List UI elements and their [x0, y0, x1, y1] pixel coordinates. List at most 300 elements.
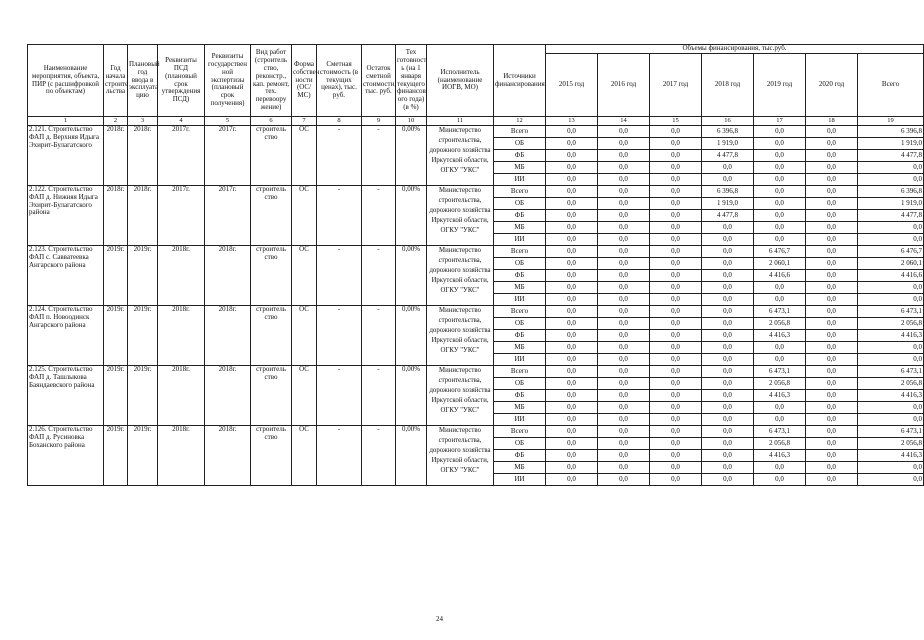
funding-value: 0,0	[598, 174, 650, 186]
funding-total: 4 416,3	[858, 450, 924, 462]
funding-value: 0,0	[546, 246, 598, 258]
funding-value: 0,0	[598, 186, 650, 198]
funding-value: 0,0	[546, 174, 598, 186]
header-executor: Исполнитель (наименование ИОГВ, МО)	[427, 45, 494, 117]
funding-value: 0,0	[598, 390, 650, 402]
funding-value: 0,0	[546, 474, 598, 486]
funding-value: 6 476,7	[754, 246, 806, 258]
funding-value: 2 056,8	[754, 438, 806, 450]
funding-source: ОБ	[494, 198, 546, 210]
funding-value: 0,0	[546, 162, 598, 174]
funding-value: 0,0	[546, 462, 598, 474]
funding-total: 6 473,1	[858, 366, 924, 378]
funding-value: 0,0	[702, 390, 754, 402]
estimated-cost: -	[317, 426, 362, 486]
funding-value: 0,0	[546, 402, 598, 414]
header-funding-group: Объемы финансирования, тыс.руб.	[546, 45, 924, 54]
funding-value: 4 416,3	[754, 450, 806, 462]
funding-total: 0,0	[858, 474, 924, 486]
funding-total: 4 416,3	[858, 390, 924, 402]
table-row	[28, 246, 924, 258]
ownership: ОС	[292, 306, 317, 366]
funding-value: 0,0	[650, 318, 702, 330]
funding-source: ИИ	[494, 234, 546, 246]
funding-value: 0,0	[598, 126, 650, 138]
planned-year: 2019г.	[128, 306, 158, 366]
funding-value: 0,0	[806, 222, 858, 234]
funding-value: 0,0	[650, 174, 702, 186]
funding-value: 0,0	[650, 126, 702, 138]
executor: Министерство строительства, дорожного хозяйства Иркутской области, ОГКУ "УКС"	[427, 186, 494, 246]
remaining-cost: -	[362, 366, 396, 426]
funding-value: 0,0	[650, 282, 702, 294]
column-number: 1	[28, 117, 104, 126]
funding-value: 2 060,1	[754, 258, 806, 270]
funding-value: 0,0	[546, 366, 598, 378]
header-name: Наименование мероприятия, объекта, ПИР (с расшифровкой по объектам)	[28, 45, 104, 117]
funding-total: 4 416,6	[858, 270, 924, 282]
funding-value: 0,0	[806, 378, 858, 390]
remaining-cost: -	[362, 186, 396, 246]
funding-value: 0,0	[598, 162, 650, 174]
funding-value: 0,0	[546, 342, 598, 354]
funding-value: 0,0	[546, 270, 598, 282]
funding-total: 6 473,1	[858, 306, 924, 318]
funding-source: Всего	[494, 306, 546, 318]
expertise-date: 2018г.	[205, 306, 251, 366]
funding-value: 0,0	[650, 138, 702, 150]
funding-value: 0,0	[650, 258, 702, 270]
funding-value: 0,0	[806, 462, 858, 474]
header-year-2018: 2018 год	[702, 54, 754, 117]
funding-value: 0,0	[702, 330, 754, 342]
funding-value: 0,0	[546, 450, 598, 462]
tech-readiness: 0,00%	[396, 126, 427, 186]
remaining-cost: -	[362, 306, 396, 366]
funding-value: 0,0	[702, 282, 754, 294]
funding-value: 0,0	[754, 126, 806, 138]
funding-source: ОБ	[494, 318, 546, 330]
project-name: 2.126. Строительство ФАП д. Русиновка Боханского района	[28, 426, 104, 486]
funding-value: 0,0	[806, 366, 858, 378]
remaining-cost: -	[362, 426, 396, 486]
funding-source: ОБ	[494, 438, 546, 450]
planned-year: 2019г.	[128, 426, 158, 486]
funding-source: Всего	[494, 426, 546, 438]
column-number: 6	[251, 117, 292, 126]
funding-total: 0,0	[858, 462, 924, 474]
header-year-2016: 2016 год	[598, 54, 650, 117]
start-year: 2019г.	[104, 426, 128, 486]
work-type: строитель ство	[251, 366, 292, 426]
header-start-year: Год начала строите льства	[104, 45, 128, 117]
project-name: 2.123. Строительство ФАП с. Савватеевка Ангарского района	[28, 246, 104, 306]
funding-value: 0,0	[806, 354, 858, 366]
funding-total: 0,0	[858, 414, 924, 426]
funding-value: 0,0	[650, 198, 702, 210]
funding-value: 0,0	[754, 354, 806, 366]
ownership: ОС	[292, 366, 317, 426]
funding-value: 0,0	[806, 474, 858, 486]
funding-value: 0,0	[754, 138, 806, 150]
expertise-date: 2018г.	[205, 366, 251, 426]
funding-value: 0,0	[546, 318, 598, 330]
funding-value: 0,0	[650, 330, 702, 342]
funding-value: 0,0	[806, 402, 858, 414]
funding-total: 0,0	[858, 354, 924, 366]
funding-source: Всего	[494, 246, 546, 258]
ownership: ОС	[292, 246, 317, 306]
tech-readiness: 0,00%	[396, 366, 427, 426]
funding-value: 0,0	[702, 174, 754, 186]
column-number: 14	[598, 117, 650, 126]
funding-total: 0,0	[858, 174, 924, 186]
funding-value: 0,0	[806, 162, 858, 174]
column-number: 2	[104, 117, 128, 126]
funding-value: 0,0	[598, 438, 650, 450]
funding-value: 0,0	[650, 378, 702, 390]
column-number: 17	[754, 117, 806, 126]
estimated-cost: -	[317, 186, 362, 246]
funding-value: 0,0	[806, 414, 858, 426]
funding-value: 0,0	[598, 258, 650, 270]
funding-value: 0,0	[546, 306, 598, 318]
funding-value: 0,0	[650, 414, 702, 426]
funding-value: 0,0	[806, 306, 858, 318]
funding-value: 0,0	[806, 210, 858, 222]
funding-value: 0,0	[598, 378, 650, 390]
funding-source: МБ	[494, 462, 546, 474]
column-number: 4	[158, 117, 205, 126]
funding-value: 0,0	[702, 354, 754, 366]
funding-value: 0,0	[754, 198, 806, 210]
project-name: 2.121. Строительство ФАП д. Верхняя Идыга Эхирит-Булагатского	[28, 126, 104, 186]
executor: Министерство строительства, дорожного хозяйства Иркутской области, ОГКУ "УКС"	[427, 126, 494, 186]
funding-value: 0,0	[650, 402, 702, 414]
funding-value: 0,0	[754, 294, 806, 306]
funding-value: 0,0	[546, 210, 598, 222]
work-type: строитель ство	[251, 426, 292, 486]
psd-date: 2018г.	[158, 306, 205, 366]
funding-value: 0,0	[546, 390, 598, 402]
funding-value: 0,0	[754, 174, 806, 186]
funding-source: Всего	[494, 126, 546, 138]
funding-total: 6 396,8	[858, 126, 924, 138]
funding-source: МБ	[494, 162, 546, 174]
funding-source: ОБ	[494, 138, 546, 150]
header-total: Всего	[858, 54, 924, 117]
funding-source: ИИ	[494, 174, 546, 186]
header-year-2015: 2015 год	[546, 54, 598, 117]
funding-value: 0,0	[598, 366, 650, 378]
funding-total: 0,0	[858, 402, 924, 414]
funding-total: 2 060,1	[858, 258, 924, 270]
start-year: 2019г.	[104, 366, 128, 426]
funding-value: 0,0	[702, 438, 754, 450]
funding-value: 0,0	[806, 282, 858, 294]
funding-value: 4 416,3	[754, 390, 806, 402]
funding-value: 0,0	[702, 270, 754, 282]
funding-total: 4 477,8	[858, 150, 924, 162]
ownership: ОС	[292, 186, 317, 246]
funding-value: 0,0	[702, 234, 754, 246]
funding-value: 0,0	[806, 342, 858, 354]
funding-value: 0,0	[754, 282, 806, 294]
ownership: ОС	[292, 426, 317, 486]
funding-source: Всего	[494, 366, 546, 378]
column-number: 8	[317, 117, 362, 126]
funding-value: 0,0	[546, 378, 598, 390]
funding-value: 0,0	[546, 150, 598, 162]
column-number: 16	[702, 117, 754, 126]
funding-value: 0,0	[806, 330, 858, 342]
funding-value: 0,0	[546, 186, 598, 198]
funding-value: 0,0	[650, 306, 702, 318]
funding-total: 2 056,8	[858, 318, 924, 330]
funding-value: 0,0	[754, 186, 806, 198]
funding-value: 6 473,1	[754, 426, 806, 438]
funding-source: МБ	[494, 282, 546, 294]
expertise-date: 2017г.	[205, 126, 251, 186]
funding-value: 0,0	[754, 222, 806, 234]
funding-source: ФБ	[494, 450, 546, 462]
funding-value: 0,0	[650, 462, 702, 474]
expertise-date: 2017г.	[205, 186, 251, 246]
psd-date: 2018г.	[158, 246, 205, 306]
funding-value: 0,0	[598, 450, 650, 462]
funding-source: Всего	[494, 186, 546, 198]
funding-value: 0,0	[546, 354, 598, 366]
table-row	[28, 366, 924, 378]
funding-value: 0,0	[650, 450, 702, 462]
funding-value: 0,0	[806, 174, 858, 186]
funding-value: 0,0	[546, 258, 598, 270]
funding-value: 0,0	[650, 438, 702, 450]
funding-value: 0,0	[546, 198, 598, 210]
table-row	[28, 306, 924, 318]
funding-source: МБ	[494, 342, 546, 354]
funding-value: 0,0	[598, 198, 650, 210]
funding-source: ИИ	[494, 414, 546, 426]
funding-source: ИИ	[494, 294, 546, 306]
funding-value: 0,0	[754, 162, 806, 174]
funding-value: 0,0	[806, 270, 858, 282]
funding-value: 0,0	[702, 258, 754, 270]
funding-value: 0,0	[806, 318, 858, 330]
funding-value: 0,0	[702, 414, 754, 426]
funding-value: 6 473,1	[754, 306, 806, 318]
planned-year: 2019г.	[128, 246, 158, 306]
header-tech-readiness: Тех готовност ь (на 1 января текущего финансов ого года) (в %)	[396, 45, 427, 117]
table-row	[28, 126, 924, 138]
funding-source: ИИ	[494, 354, 546, 366]
column-number: 19	[858, 117, 924, 126]
funding-value: 0,0	[546, 138, 598, 150]
funding-value: 0,0	[650, 222, 702, 234]
project-name: 2.125. Строительство ФАП д. Ташлыкова Баяндаевского района	[28, 366, 104, 426]
funding-total: 2 056,8	[858, 438, 924, 450]
estimated-cost: -	[317, 366, 362, 426]
table-body	[28, 126, 924, 486]
funding-value: 0,0	[806, 234, 858, 246]
estimated-cost: -	[317, 246, 362, 306]
funding-value: 0,0	[702, 474, 754, 486]
funding-value: 4 477,8	[702, 150, 754, 162]
funding-value: 0,0	[546, 330, 598, 342]
executor: Министерство строительства, дорожного хозяйства Иркутской области, ОГКУ "УКС"	[427, 366, 494, 426]
funding-total: 0,0	[858, 162, 924, 174]
funding-total: 1 919,0	[858, 198, 924, 210]
funding-value: 0,0	[806, 294, 858, 306]
planned-year: 2018г.	[128, 126, 158, 186]
funding-value: 0,0	[702, 318, 754, 330]
funding-value: 1 919,0	[702, 138, 754, 150]
funding-value: 0,0	[598, 222, 650, 234]
ownership: ОС	[292, 126, 317, 186]
funding-value: 2 056,8	[754, 318, 806, 330]
funding-value: 0,0	[806, 246, 858, 258]
project-name: 2.124. Строительство ФАП п. Новоодинск Ангарского района	[28, 306, 104, 366]
funding-source: МБ	[494, 402, 546, 414]
funding-source: ФБ	[494, 150, 546, 162]
funding-value: 0,0	[598, 426, 650, 438]
funding-total: 4 477,8	[858, 210, 924, 222]
funding-value: 0,0	[598, 354, 650, 366]
funding-value: 0,0	[806, 198, 858, 210]
header-estimated-cost: Сметная стоимость (в текущих ценах), тыс. руб.	[317, 45, 362, 117]
funding-value: 0,0	[702, 378, 754, 390]
funding-value: 6 396,8	[702, 186, 754, 198]
funding-total: 6 473,1	[858, 426, 924, 438]
funding-value: 0,0	[806, 390, 858, 402]
funding-value: 0,0	[806, 258, 858, 270]
column-number-row	[28, 117, 924, 126]
header-year-2020: 2020 год	[806, 54, 858, 117]
header-expertise-details: Реквизиты государствен ной экспертизы (плановый срок получения)	[205, 45, 251, 117]
funding-value: 0,0	[598, 414, 650, 426]
funding-total: 1 919,0	[858, 138, 924, 150]
funding-source: ФБ	[494, 270, 546, 282]
column-number: 10	[396, 117, 427, 126]
work-type: строитель ство	[251, 306, 292, 366]
funding-value: 0,0	[650, 150, 702, 162]
funding-value: 0,0	[702, 426, 754, 438]
funding-value: 0,0	[806, 186, 858, 198]
funding-total: 0,0	[858, 234, 924, 246]
funding-value: 4 416,3	[754, 330, 806, 342]
funding-value: 0,0	[650, 186, 702, 198]
funding-value: 0,0	[754, 402, 806, 414]
page-number: 24	[436, 615, 443, 623]
funding-value: 6 396,8	[702, 126, 754, 138]
funding-value: 0,0	[650, 474, 702, 486]
funding-value: 0,0	[650, 342, 702, 354]
funding-value: 0,0	[650, 366, 702, 378]
funding-value: 0,0	[754, 210, 806, 222]
funding-source: ФБ	[494, 210, 546, 222]
header-sources: Источники финансирования	[494, 45, 546, 117]
funding-source: ОБ	[494, 378, 546, 390]
funding-value: 0,0	[650, 426, 702, 438]
column-number: 18	[806, 117, 858, 126]
funding-value: 0,0	[650, 294, 702, 306]
funding-total: 0,0	[858, 222, 924, 234]
funding-total: 0,0	[858, 342, 924, 354]
funding-value: 0,0	[546, 222, 598, 234]
funding-value: 0,0	[546, 438, 598, 450]
column-number: 12	[494, 117, 546, 126]
funding-value: 0,0	[598, 294, 650, 306]
funding-value: 0,0	[598, 270, 650, 282]
start-year: 2018г.	[104, 126, 128, 186]
funding-value: 0,0	[806, 126, 858, 138]
funding-value: 0,0	[702, 450, 754, 462]
funding-value: 0,0	[806, 138, 858, 150]
psd-date: 2018г.	[158, 366, 205, 426]
funding-value: 0,0	[598, 234, 650, 246]
funding-value: 0,0	[650, 246, 702, 258]
header-ownership: Форма собствен ности (ОС/МС)	[292, 45, 317, 117]
work-type: строитель ство	[251, 126, 292, 186]
executor: Министерство строительства, дорожного хозяйства Иркутской области, ОГКУ "УКС"	[427, 426, 494, 486]
executor: Министерство строительства, дорожного хозяйства Иркутской области, ОГКУ "УКС"	[427, 246, 494, 306]
funding-source: ФБ	[494, 390, 546, 402]
column-number: 11	[427, 117, 494, 126]
column-number: 3	[128, 117, 158, 126]
tech-readiness: 0,00%	[396, 306, 427, 366]
funding-value: 6 473,1	[754, 366, 806, 378]
funding-value: 2 056,8	[754, 378, 806, 390]
funding-value: 0,0	[598, 138, 650, 150]
project-name: 2.122. Строительство ФАП д. Нижняя Идыга Эхирит-Булагатского района	[28, 186, 104, 246]
start-year: 2019г.	[104, 306, 128, 366]
funding-total: 4 416,3	[858, 330, 924, 342]
funding-value: 0,0	[598, 246, 650, 258]
funding-source: ИИ	[494, 474, 546, 486]
work-type: строитель ство	[251, 186, 292, 246]
header-year-2017: 2017 год	[650, 54, 702, 117]
funding-value: 0,0	[598, 210, 650, 222]
funding-value: 0,0	[650, 270, 702, 282]
funding-source: ОБ	[494, 258, 546, 270]
estimated-cost: -	[317, 126, 362, 186]
funding-source: ФБ	[494, 330, 546, 342]
table-row	[28, 426, 924, 438]
funding-value: 4 416,6	[754, 270, 806, 282]
psd-date: 2018г.	[158, 426, 205, 486]
tech-readiness: 0,00%	[396, 186, 427, 246]
funding-value: 0,0	[702, 366, 754, 378]
funding-value: 0,0	[598, 462, 650, 474]
header-year-2019: 2019 год	[754, 54, 806, 117]
executor: Министерство строительства, дорожного хозяйства Иркутской области, ОГКУ "УКС"	[427, 306, 494, 366]
funding-value: 0,0	[806, 426, 858, 438]
funding-value: 0,0	[546, 282, 598, 294]
funding-total: 6 396,8	[858, 186, 924, 198]
column-number: 15	[650, 117, 702, 126]
funding-value: 0,0	[546, 294, 598, 306]
funding-value: 0,0	[754, 150, 806, 162]
funding-value: 0,0	[806, 450, 858, 462]
funding-value: 0,0	[806, 438, 858, 450]
psd-date: 2017г.	[158, 186, 205, 246]
funding-value: 4 477,8	[702, 210, 754, 222]
funding-value: 0,0	[754, 414, 806, 426]
funding-value: 0,0	[598, 282, 650, 294]
funding-value: 0,0	[702, 246, 754, 258]
funding-value: 0,0	[754, 462, 806, 474]
funding-value: 0,0	[598, 150, 650, 162]
